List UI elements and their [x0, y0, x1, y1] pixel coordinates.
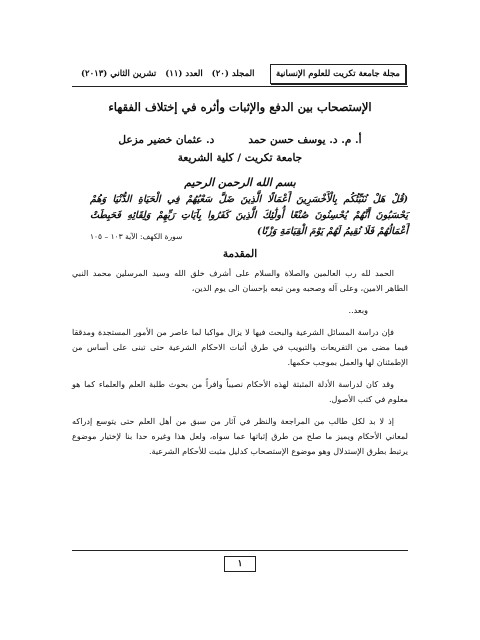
paragraph-4: وقد كان لدراسة الأدلة المثبتة لهذه الأحكام نصيباً وافراً من بحوث طلبة العلم والعلماء كما هو معلوم في كتب الأصول.: [72, 379, 408, 404]
date-label: تشرين الثاني (٢٠١٣): [81, 69, 157, 79]
issue-info: [78, 69, 257, 79]
quran-verse: (قُلْ هَلْ نُنَبِّئُكُم بِالْأَخْسَرِينَ أَعْمَالًا الَّذِينَ ضَلَّ سَعْيُهُمْ فِي الْحَيَاةِ الدُّنْيَا وَهُمْ يَحْسَبُونَ أَنَّهُمْ يُحْسِنُونَ صُنْعًا أُولَٰئِكَ الَّذِينَ كَفَرُوا بِآيَاتِ رَبِّهِمْ وَلِقَائِهِ فَحَبِطَتْ أَعْمَالُهُمْ فَلَا نُقِيمُ لَهُمْ يَوْمَ الْقِيَامَةِ وَزْنًا): [90, 194, 408, 237]
basmala: بسم الله الرحمن الرحيم: [184, 176, 296, 189]
body-text: [72, 266, 408, 466]
issue-label: العدد (١١): [165, 69, 203, 79]
page: [72, 62, 408, 584]
affiliation: جامعة تكريت / كلية الشريعة: [177, 152, 303, 164]
paragraph-2: وبعد..: [348, 305, 368, 315]
paragraph-3: فإن دراسة المسائل الشرعية والبحث فيها لا يزال مواكبا لما عاصر من الأمور المستجدة ومدققا فيما مضى من التفريعات والتبويب في طرق أثبات الاحكام الشرعية حتى تبنى على أساس من الإطمئنان لها والعمل بموجب حكمها.: [72, 327, 408, 367]
author-2: د. عثمان خضير مزعل: [118, 134, 215, 146]
footer-divider: [72, 550, 408, 551]
page-number: ١: [224, 556, 256, 572]
journal-name: مجلة جامعة تكريت للعلوم الإنسانية: [270, 64, 406, 84]
journal-header: [72, 62, 408, 87]
paragraph-5: إذ لا بد لكل طالب من المراجعة والنظر في آثار من سبق من أهل العلم حتى يتوسع إدراكه لمعاني الأحكام ويميز ما صلح من طرق إثباتها عما سواه، ولعل هذا وغيره حدا بنا لإختيار موضوع يرتبط بطرق الإستدلال وهو موضوع الإستصحاب كدليل مثبت للأحكام الشرعية.: [72, 416, 408, 456]
verse-reference: سورة الكهف: الآية ١٠٣ – ١٠٥: [90, 232, 183, 241]
article-title: الإستصحاب بين الدفع والإثبات وأثره في إختلاف الفقهاء: [108, 100, 372, 114]
paragraph-1: الحمد لله رب العالمين والصلاة والسلام على أشرف خلق الله وسيد المرسلين محمد النبي الطاهر الامين، وعلى آله وصحبه ومن تبعه بإحسان الى يوم الدين،: [72, 268, 408, 293]
author-1: أ. م. د. يوسف حسن حمد: [248, 134, 362, 146]
volume-label: المجلد (٢٠): [211, 69, 255, 79]
section-heading: المقدمة: [222, 248, 258, 260]
authors: [72, 134, 408, 146]
